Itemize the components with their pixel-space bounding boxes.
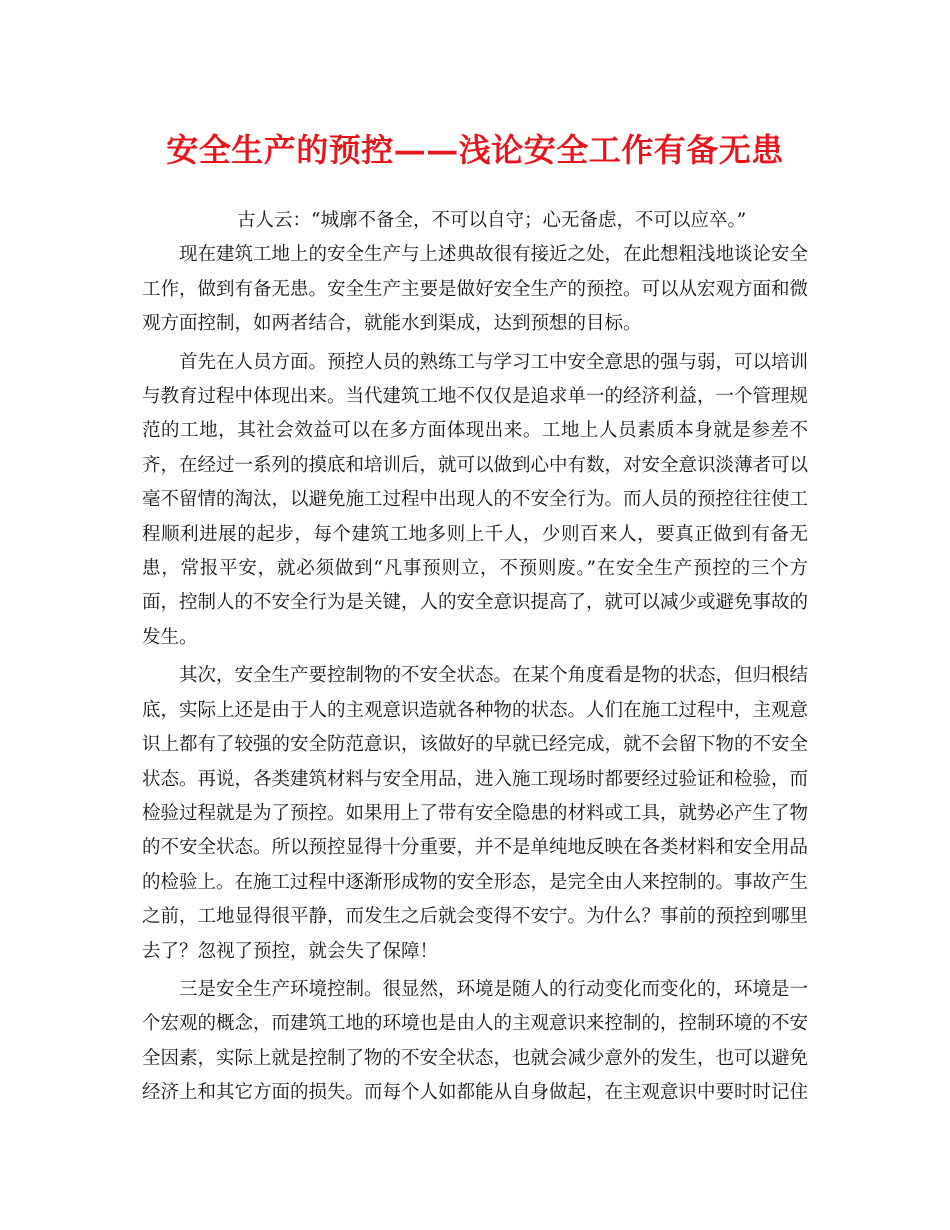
opening-quote: 古人云：“城廓不备全，不可以自守；心无备虑，不可以应卒。” bbox=[237, 210, 747, 231]
paragraph-environment: 三是安全生产环境控制。很显然，环境是随人的行动变化而变化的，环境是一个宏观的概念，而建筑工地的环境也是由人的主观意识来控制的，控制环境的不安全因素，实际上就是控制了物的不安全状态，也就会减少意外的发生，也可以避免经济上和其它方面的损失。而每个人如都能从自身做起，在主观意识中要时时记住 bbox=[142, 978, 809, 1104]
paragraph-material-state: 其次，安全生产要控制物的不安全状态。在某个角度看是物的状态，但归根结底，实际上还是由于人的主观意识造就各种物的状态。人们在施工过程中，主观意识上都有了较强的安全防范意识，该做好的早就已经完成，就不会留下物的不安全状态。再说，各类建筑材料与安全用品，进入施工现场时都要经过验证和检验，而检验过程就是为了预控。如果用上了带有安全隐患的材料或工具，就势必产生了物的不安全状态。所以预控显得十分重要，并不是单纯地反映在各类材料和安全用品的检验上。在施工过程中逐渐形成物的安全形态，是完全由人来控制的。事故产生之前，工地显得很平静，而发生之后就会变得不安宁。为什么？事前的预控到哪里去了？忽视了预控，就会失了保障！ bbox=[142, 665, 809, 962]
paragraph-intro: 现在建筑工地上的安全生产与上述典故很有接近之处，在此想粗浅地谈论安全工作，做到有备无患。安全生产主要是做好安全生产的预控。可以从宏观方面和微观方面控制，如两者结合，就能水到渠成，达到预想的目标。 bbox=[142, 244, 809, 335]
document-body bbox=[142, 204, 808, 1111]
paragraph-personnel: 首先在人员方面。预控人员的熟练工与学习工中安全意思的强与弱，可以培训与教育过程中体现出来。当代建筑工地不仅仅是追求单一的经济利益，一个管理规范的工地，其社会效益可以在多方面体现出来。工地上人员素质本身就是参差不齐，在经过一系列的摸底和培训后，就可以做到心中有数，对安全意识淡薄者可以毫不留情的淘汰，以避免施工过程中出现人的不安全行为。而人员的预控往往使工程顺利进展的起步，每个建筑工地多则上千人，少则百来人，要真正做到有备无患，常报平安，就必须做到“凡事预则立，不预则废。”在安全生产预控的三个方面，控制人的不安全行为是关键，人的安全意识提高了，就可以减少或避免事故的发生。 bbox=[142, 351, 809, 648]
document-title: 安全生产的预控——浅论安全工作有备无患 bbox=[166, 131, 784, 169]
